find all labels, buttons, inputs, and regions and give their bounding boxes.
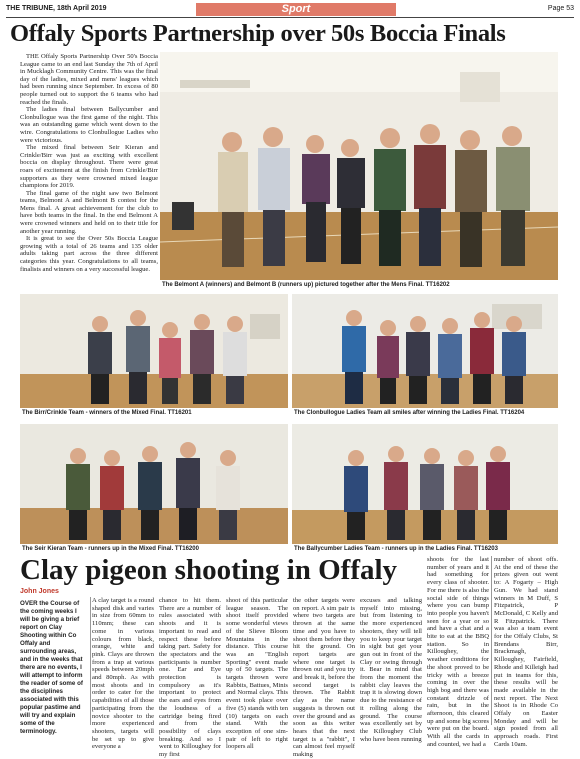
seir-kieran-caption: The Seir Kieran Team - runners up in the Mixed Final. TT16200 — [22, 546, 199, 552]
column-divider — [90, 597, 91, 725]
belmont-caption: The Belmont A (winners) and Belmont B (runners up) pictured together after the Mens Final. TT16202 — [162, 282, 450, 288]
section-band: Sport — [196, 3, 396, 16]
column-divider — [491, 556, 492, 725]
clonbullogue-caption: The Clonbullogue Ladies Team all smiles after winning the Ladies Final. TT16204 — [294, 410, 525, 416]
clay-byline: John Jones — [20, 588, 59, 595]
masthead-rule — [6, 17, 574, 18]
clay-column-7: number of shoot offs. At the end of these the prizes given out went to: A Fogarty – High Gun. We had stand winners in M Duff, S Fitzpatrick, P McDonald, C Kelly and R Fitzpatrick. There was also a team event for the Offaly Clubs, St Brendans Birr, Brackmagh, Killoughey, Fairfield, Rhode and Killeigh had put in teams for this, these results will be made available in the next report. The Next Shoot is in Rhode Co Offaly on Easter Monday and will be sign posted from all approach roads. First Cards 10am. — [494, 556, 558, 748]
masthead — [6, 2, 574, 18]
clay-lead: OVER the Course of the coming weeks I will be giving a brief report on Clay Shooting within Co Offaly and surrounding areas, and in the weeks that there are no events, I will attempt to inform the reader of some of the disciplines associated with this popular pastime and will try and explain some of the terminology. — [20, 600, 83, 735]
clay-column-3: shoot of this particular league season. The shoot itself provided some wonderful views of the Slieve Bloom Mountains in the distance. This course was an "English Sporting" event made up of 50 targets. The targets thrown were Rabbits, Battues, Minis and Normal clays. This event took place over five (5) stands with ten (10) targets on each stand. With the exception of one sim-pair of left to right loopers all — [226, 597, 288, 751]
boccia-headline: Offaly Sports Partnership over 50s Boccia Finals — [10, 20, 506, 47]
boccia-paragraph: It is great to see the Over 50s Boccia League growing with a total of 26 teams and 135 older adults taking part across the three different categories this year. Congratulations to all teams, finalists and winners on a very successful league. — [20, 235, 158, 273]
boccia-paragraph: The mixed final between Seir Kieran and Crinkle/Birr was just as exciting with excellent boccia on display throughout. There were great roars of excitement at the finish from Crinkle/Birr supporters as they were crowned mixed league champions for 2019. — [20, 144, 158, 190]
birr-team-photo — [20, 294, 288, 408]
boccia-paragraph: The ladies final between Ballycumber and Clonbullogue was the first game of the night. This was an outstanding game which went down to the wire. Congratulations to Clonbullogue Ladies who were victorious. — [20, 106, 158, 144]
ballycumber-team-photo — [292, 424, 558, 544]
boccia-paragraph: THE Offaly Sports Partnership Over 50's Boccia League came to an end last Sunday the 7th of April in Mucklagh Community Centre. This was the final day of the ladies, mixed and mens' leagues which had been running since September. In excess of 80 people turned out to support the 6 teams who had reached the finals. — [20, 53, 158, 106]
boccia-article — [20, 53, 158, 273]
belmont-team-photo — [160, 52, 558, 280]
page-number: Page 53 — [547, 5, 574, 12]
birr-caption: The Birr/Crinkle Team - winners of the Mixed Final. TT16201 — [22, 410, 192, 416]
clay-column-1: A clay target is a round shaped disk and varies in size from 60mm to 110mm; these can come in various colours from black, orange, white and pink. Clays are thrown from a trap at various speeds between 20mph and 80mph. As with most shoots and in order to cater for the capabilities of all those participating from the novice shooter to the more experienced shooters, targets will be set up to give everyone a — [92, 597, 154, 751]
clay-headline: Clay pigeon shooting in Offaly — [20, 554, 398, 586]
masthead-date: THE TRIBUNE, 18th April 2019 — [6, 5, 107, 12]
ballycumber-caption: The Ballycumber Ladies Team - runners up in the Ladies Final. TT16203 — [294, 546, 498, 552]
clay-column-5: excuses and talking myself into missing, but from listening to the more experienced shooters, they will tell you to keep your target in sight but get your gun out in front of the Clay or swing through it. Bear in mind that from the moment the rabbit clay leaves the trap it is slowing down due to the resistance of it rolling along the ground. The course was excellently set by the Killoughey Club who have been running — [360, 597, 422, 743]
clonbullogue-team-photo — [292, 294, 558, 408]
boccia-paragraph: The final game of the night saw two Belmont teams, Belmont A and Belmont B contest for the Mens final. A great achievement for the club to have both teams in the final. In the end Belmont A were crowned winners and held on to their title for another year running. — [20, 189, 158, 235]
clay-column-6: shoots for the last number of years and it had something for every class of shooter. For me there is also the social side of things where you can bump into people you haven't seen for a year or so and have a chat and a bite to eat at the BBQ station. So in Killoughey, the weather conditions for the shoot proved to be tricky with a breeze coming in over the high bog and there was constant drizzle of rain, but in the afternoon, this cleared up and some big scores were put on the board. With all the cards in and counted, we had a — [427, 556, 489, 748]
clay-column-2: chance to hit them. There are a number of rules associated with shoots and it is important to read and respect these before taking part. Safety for the spectators and the participants is number one. Ear and Eye protection is compulsory as it's important to protect the ears and eyes from the loudness of a cartridge being fired and from the possibility of clays breaking. And so I went to Killoughey for my first — [159, 597, 221, 759]
clay-column-4: the other targets were on report. A sim pair is where two targets are thrown at the same time and you have to shoot them before they hit the ground. On report targets are where one target is thrown out and you try and break it, before the second target is thrown. The Rabbit clay as the name suggests is thrown out over the ground and as soon as this writer hears that the next target is a "rabbit", I can almost feel myself making — [293, 597, 355, 759]
seir-kieran-team-photo — [20, 424, 288, 544]
